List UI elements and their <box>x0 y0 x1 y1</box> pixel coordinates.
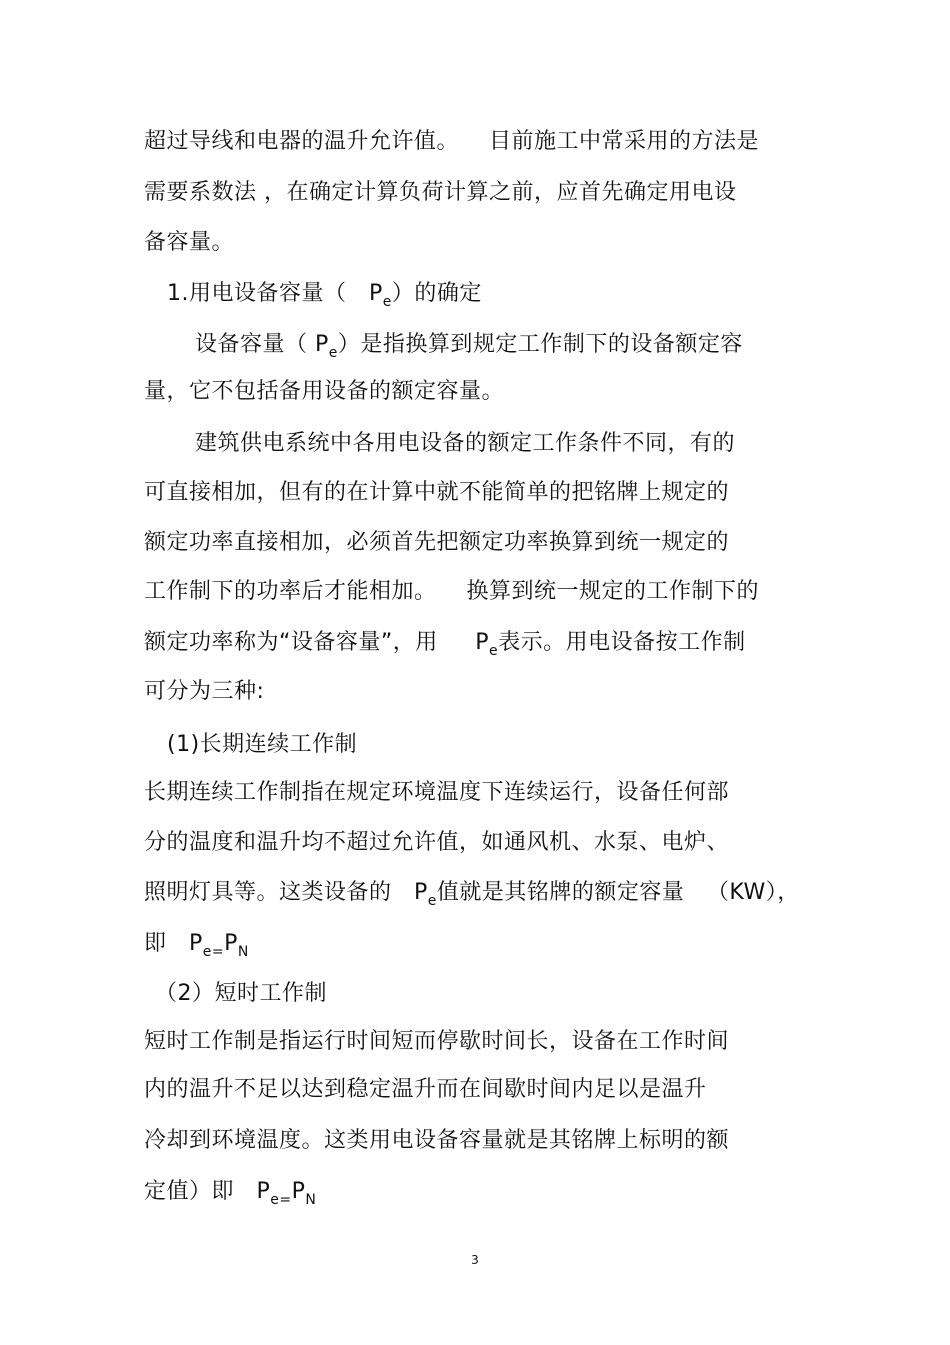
text-line: 可分为三种: <box>144 679 265 704</box>
section-heading: (1)长期连续工作制 <box>167 732 358 757</box>
section-heading: 1.用电设备容量（ $P_e$）的确定 <box>167 281 482 310</box>
formula-line: 即 $P_{e=}P_N$ <box>144 931 249 960</box>
text-line: 冷却到环境温度。这类用电设备容量就是其铭牌上标明的额 <box>144 1128 730 1153</box>
text-line: 工作制下的功率后才能相加。 换算到统一规定的工作制下的 <box>144 579 759 604</box>
text-line: 额定功率称为“设备容量”，用 $P_e$表示。用电设备按工作制 <box>144 630 746 659</box>
text-line: 长期连续工作制指在规定环境温度下连续运行，设备任何部 <box>144 780 730 805</box>
text-line: 建筑供电系统中各用电设备的额定工作条件不同，有的 <box>195 431 736 456</box>
page-number: 3 <box>471 1253 479 1267</box>
text-line: 需要系数法 ，在确定计算负荷计算之前，应首先确定用电设 <box>144 180 737 205</box>
text-line: 额定功率直接相加，必须首先把额定功率换算到统一规定的 <box>144 530 730 555</box>
section-heading: （2）短时工作制 <box>155 981 327 1006</box>
text-line: 分的温度和温升均不超过允许值，如通风机、水泵、电炉、 <box>144 830 730 855</box>
text-line: 短时工作制是指运行时间短而停歇时间长，设备在工作时间 <box>144 1029 730 1054</box>
text-line: 量，它不包括备用设备的额定容量。 <box>144 379 505 404</box>
text-line: 设备容量（ $P_e$）是指换算到规定工作制下的设备额定容 <box>195 332 743 361</box>
text-line: 照明灯具等。这类设备的 $P_e$值就是其铭牌的额定容量 （KW）， <box>144 880 800 909</box>
text-line: 可直接相加，但有的在计算中就不能简单的把铭牌上规定的 <box>144 480 730 505</box>
text-line: 备容量。 <box>144 230 235 255</box>
formula-line: 定值）即 $P_{e=}P_N$ <box>144 1179 317 1208</box>
text-line: 超过导线和电器的温升允许值。 目前施工中常采用的方法是 <box>144 129 759 154</box>
text-line: 内的温升不足以达到稳定温升而在间歇时间内足以是温升 <box>144 1077 707 1102</box>
